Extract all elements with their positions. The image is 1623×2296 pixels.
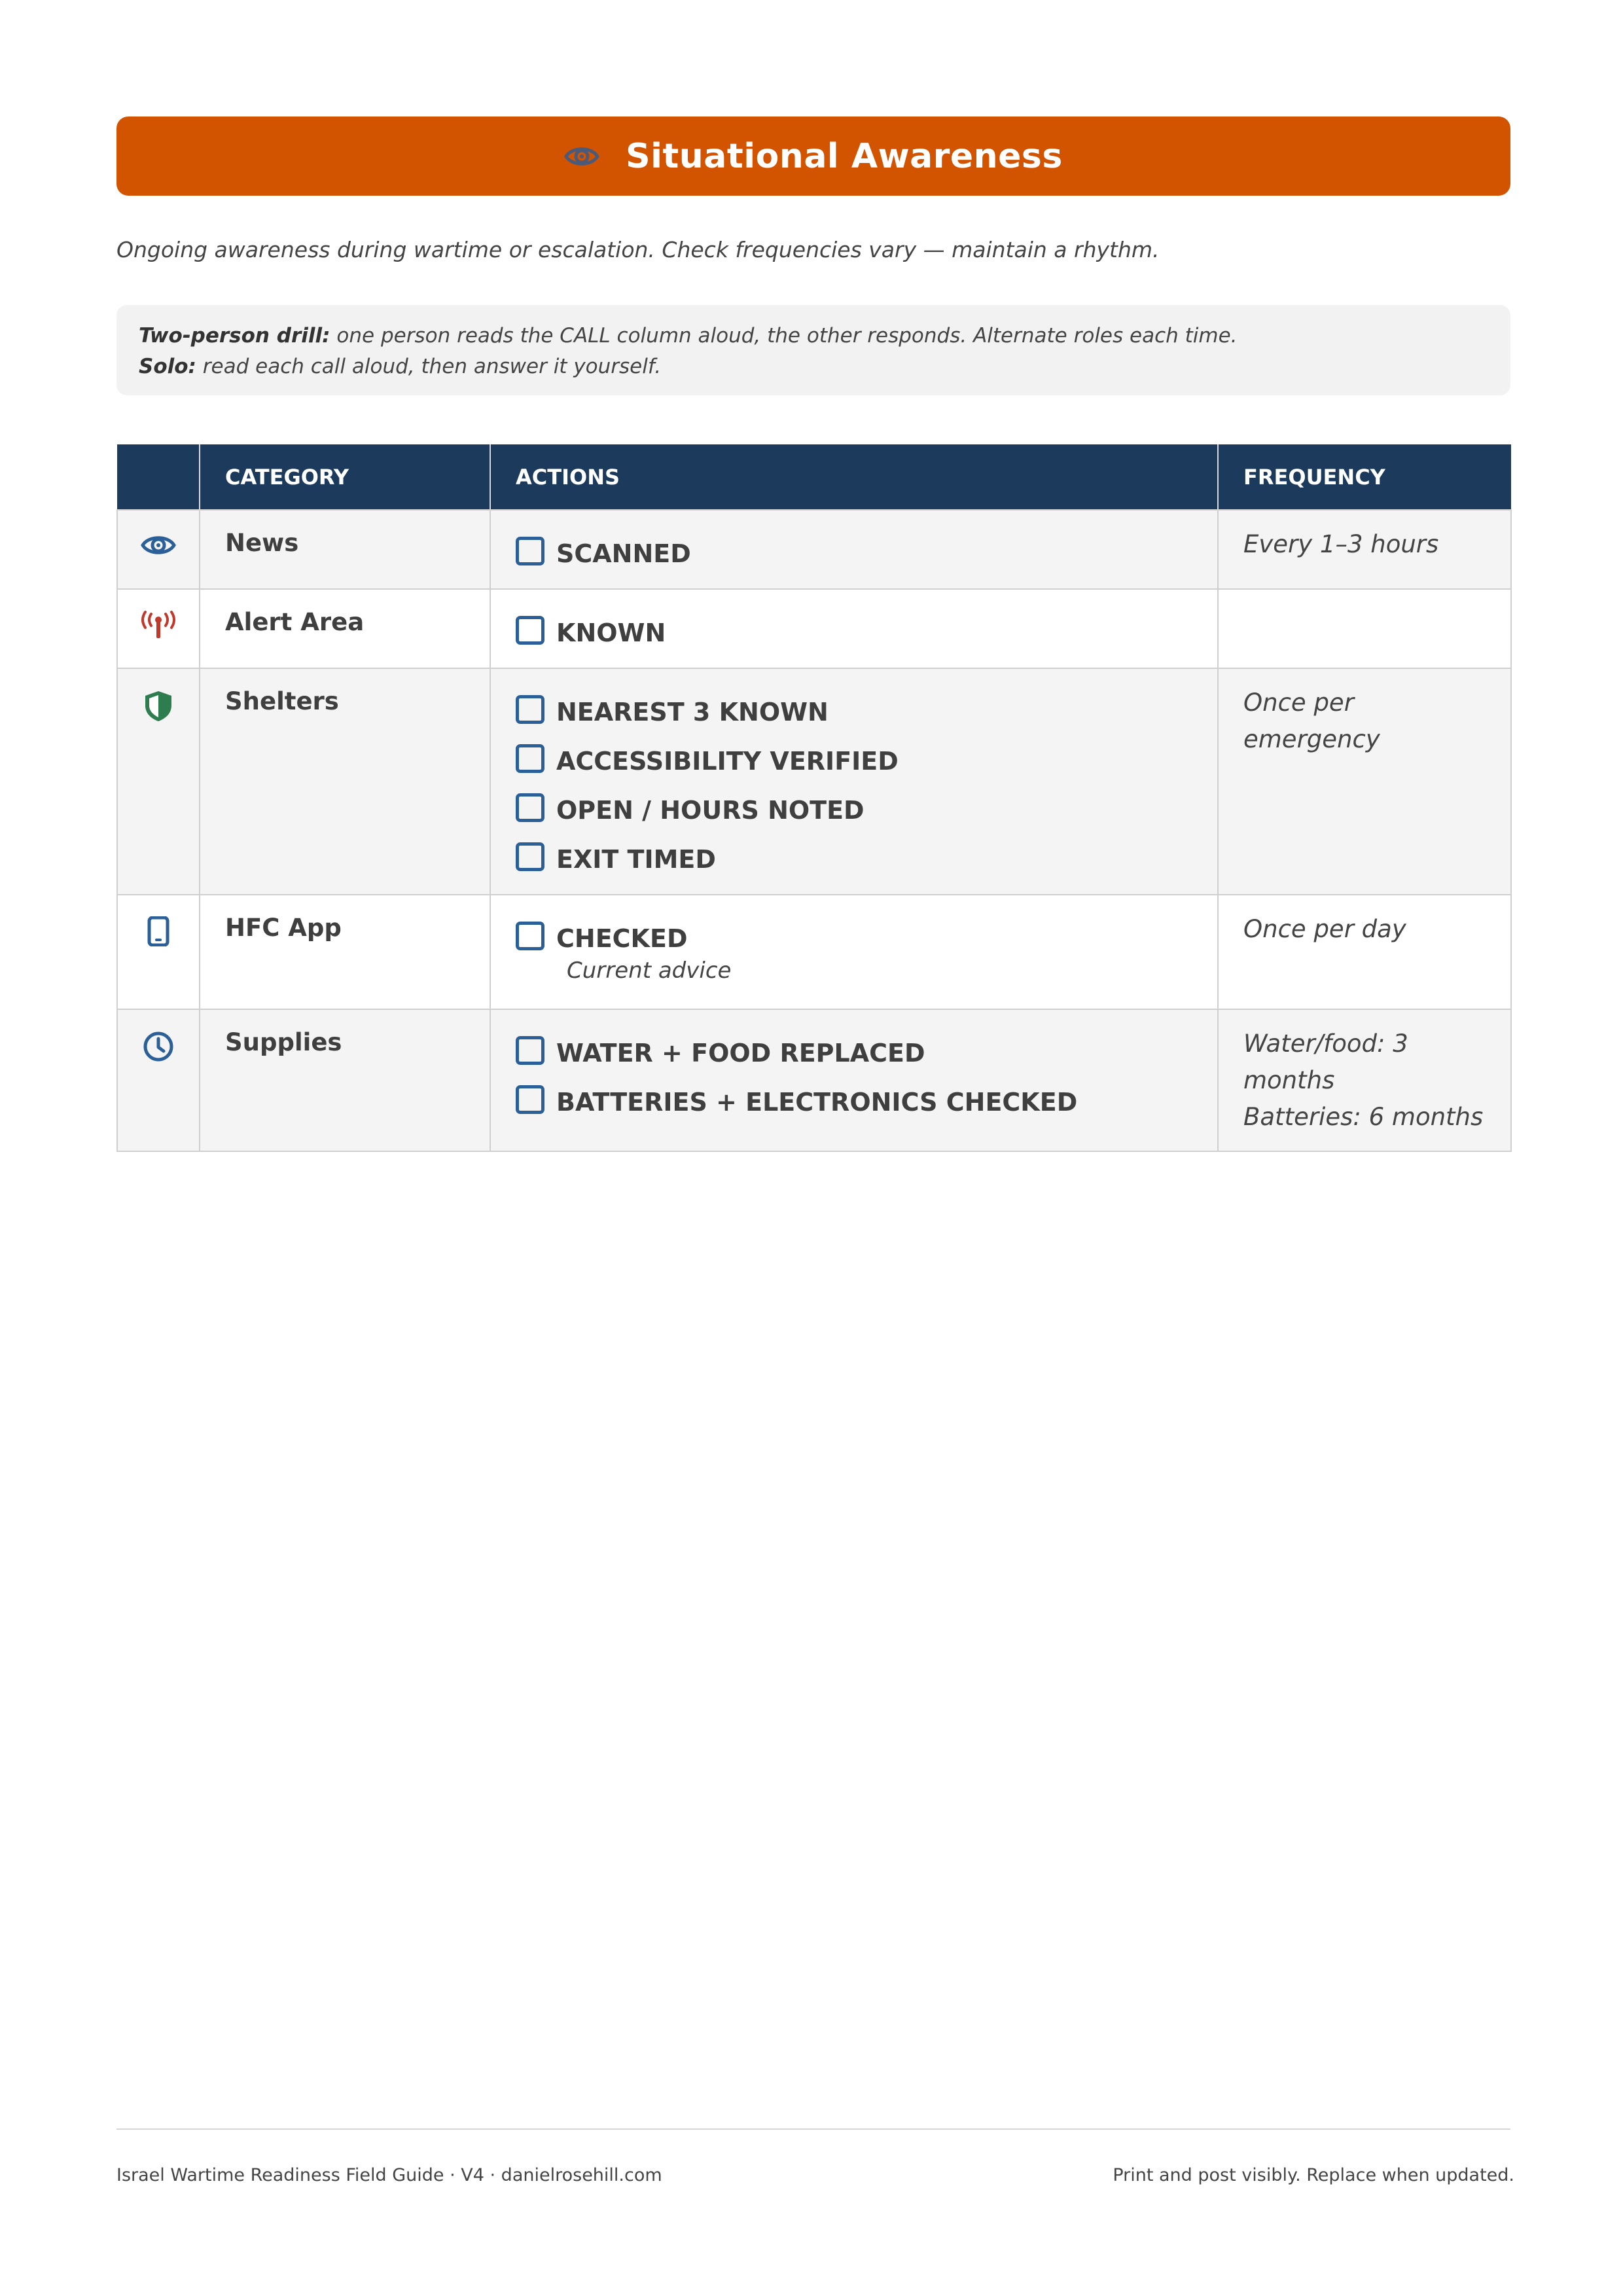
table-row <box>117 589 1511 668</box>
checklist-item[interactable] <box>516 687 1217 736</box>
eye-icon <box>564 143 599 170</box>
checklist-item[interactable] <box>516 914 1217 963</box>
footer-divider <box>116 2128 1510 2130</box>
row-icon-cell <box>117 668 200 895</box>
two-person-text: one person reads the CALL column aloud, the other responds. Alternate roles each time. <box>330 324 1238 348</box>
frequency-cell: Water/food: 3 months Batteries: 6 months <box>1218 1009 1511 1151</box>
actions-cell <box>490 510 1218 589</box>
category-cell: Supplies <box>200 1009 490 1151</box>
checklist-item[interactable] <box>516 1077 1217 1126</box>
row-icon-cell <box>117 895 200 1009</box>
solo-line <box>139 351 1488 382</box>
two-person-label: Two-person drill: <box>139 324 330 348</box>
action-label: ACCESSIBILITY VERIFIED <box>556 746 899 776</box>
action-label: NEAREST 3 KNOWN <box>556 697 829 726</box>
checkbox[interactable] <box>516 842 544 871</box>
shield-icon <box>143 690 173 723</box>
checkbox[interactable] <box>516 1085 544 1114</box>
action-label: KNOWN <box>556 618 666 647</box>
solo-label: Solo: <box>139 355 196 378</box>
checklist-item[interactable] <box>516 608 1217 657</box>
checkbox[interactable] <box>516 537 544 565</box>
actions-cell <box>490 895 1218 1009</box>
checkbox[interactable] <box>516 793 544 822</box>
checkbox[interactable] <box>516 616 544 645</box>
checklist-table <box>116 444 1512 1152</box>
header-category: CATEGORY <box>200 444 490 510</box>
table-row <box>117 668 1511 895</box>
checkbox[interactable] <box>516 744 544 773</box>
action-label: OPEN / HOURS NOTED <box>556 795 865 825</box>
table-header-row <box>117 444 1511 510</box>
header-icon <box>117 444 200 510</box>
action-note: Current advice <box>567 958 732 984</box>
page <box>116 0 1514 2296</box>
table-row <box>117 1009 1511 1151</box>
table-row <box>117 510 1511 589</box>
category-cell: Alert Area <box>200 589 490 668</box>
actions-cell <box>490 668 1218 895</box>
drill-instructions <box>116 305 1510 395</box>
action-label: WATER + FOOD REPLACED <box>556 1038 925 1067</box>
two-person-line <box>139 321 1488 351</box>
checklist-item[interactable] <box>516 834 1217 884</box>
clock-icon <box>143 1031 174 1062</box>
frequency-cell: Once per emergency <box>1218 668 1511 895</box>
row-icon-cell <box>117 510 200 589</box>
header-actions: ACTIONS <box>490 444 1218 510</box>
actions-cell <box>490 1009 1218 1151</box>
category-cell: Shelters <box>200 668 490 895</box>
checkbox[interactable] <box>516 695 544 724</box>
category-cell: News <box>200 510 490 589</box>
alert-antenna-icon <box>140 611 177 641</box>
frequency-cell: Every 1–3 hours <box>1218 510 1511 589</box>
header-frequency: FREQUENCY <box>1218 444 1511 510</box>
checklist-item[interactable] <box>516 529 1217 578</box>
checkbox[interactable] <box>516 1036 544 1065</box>
row-icon-cell <box>117 1009 200 1151</box>
section-title-bar <box>116 117 1510 196</box>
solo-text: read each call aloud, then answer it yourself. <box>196 355 662 378</box>
footer-note: Print and post visibly. Replace when updated. <box>1113 2165 1514 2185</box>
actions-cell <box>490 589 1218 668</box>
page-title: Situational Awareness <box>626 136 1063 176</box>
row-icon-cell <box>117 589 200 668</box>
checklist-item[interactable] <box>516 1028 1217 1077</box>
eye-icon <box>141 531 176 559</box>
checkbox[interactable] <box>516 922 544 950</box>
phone-icon <box>147 916 169 946</box>
action-label: CHECKED <box>556 924 688 953</box>
action-label: BATTERIES + ELECTRONICS CHECKED <box>556 1087 1078 1117</box>
action-label: EXIT TIMED <box>556 844 716 874</box>
footer-credit: Israel Wartime Readiness Field Guide · V4 · danielrosehill.com <box>116 2165 662 2185</box>
checklist-item[interactable] <box>516 785 1217 834</box>
action-label: SCANNED <box>556 539 691 568</box>
category-cell: HFC App <box>200 895 490 1009</box>
intro-text: Ongoing awareness during wartime or escalation. Check frequencies vary — maintain a rhythm. <box>116 237 1160 262</box>
frequency-cell: Once per day <box>1218 895 1511 1009</box>
frequency-cell <box>1218 589 1511 668</box>
checklist-item[interactable] <box>516 736 1217 785</box>
table-row <box>117 895 1511 1009</box>
